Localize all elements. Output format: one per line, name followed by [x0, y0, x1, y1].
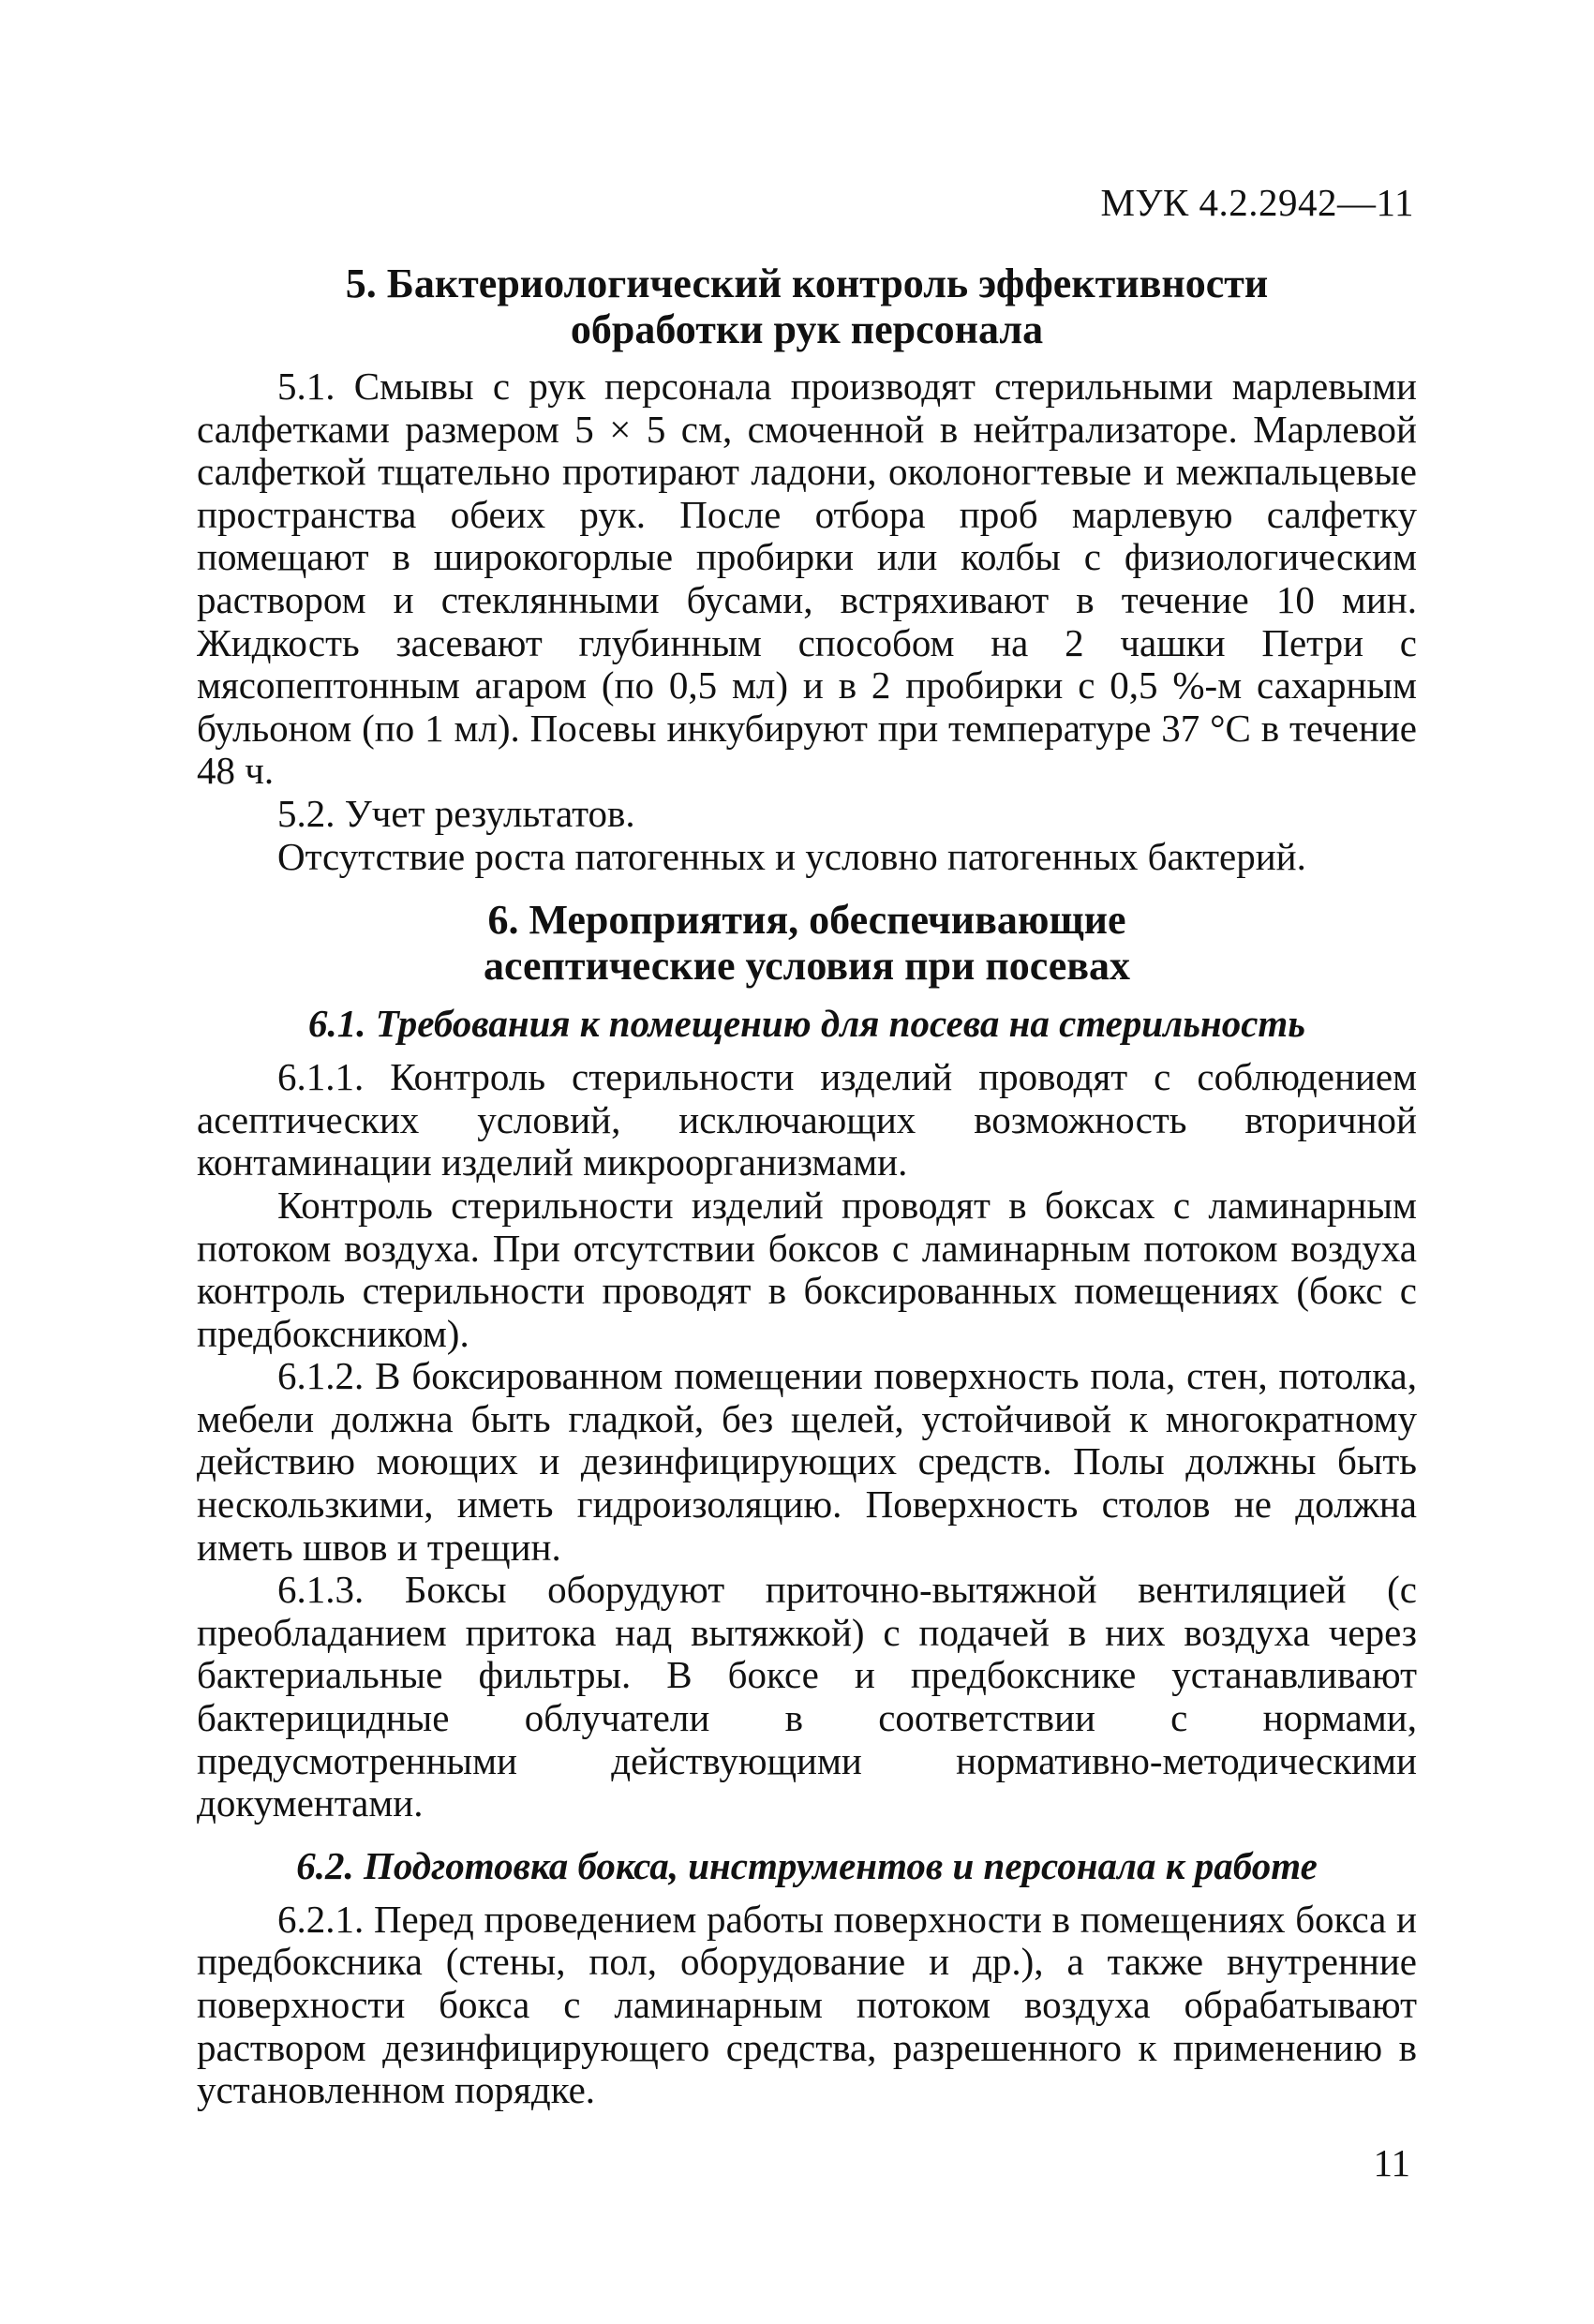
section-6-title-line-2: асептические условия при посевах: [483, 943, 1131, 990]
paragraph-5-1: 5.1. Смывы с рук персонала производят стерильными марлевыми салфетками размером 5 × 5 см, смоченной в нейтрализаторе. Марлевой салфеткой тщательно протирают ладони, околоногтевые и межпальцевые пространства обеих рук. После отбора проб марлевую салфетку помещают в широкогорлые пробирки или колбы с физиологическим раствором и стеклянными бусами, встряхивают в течение 10 мин. Жидкость засевают глубинным способом на 2 чашки Петри с мясопептонным агаром (по 0,5 мл) и в 2 пробирки с 0,5 %-м сахарным бульоном (по 1 мл). Посевы инкубируют при температуре 37 °С в течение 48 ч.: [197, 365, 1417, 793]
subsection-6-2-title: 6.2. Подготовка бокса, инструментов и персонала к работе: [296, 1843, 1318, 1887]
page-number: 11: [1373, 2141, 1410, 2184]
paragraph-6-1-2: 6.1.2. В боксированном помещении поверхность пола, стен, потолка, мебели должна быть гладкой, без щелей, устойчивой к многократному действию моющих и дезинфицирующих средств. Полы должны быть нескользкими, иметь гидроизоляцию. Поверхность столов не должна иметь швов и трещин.: [197, 1354, 1417, 1569]
subsection-6-1-title: 6.1. Требования к помещению для посева на стерильность: [307, 1002, 1306, 1046]
page-content: [197, 261, 1417, 2112]
section-5-title-line-1: 5. Бактериологический контроль эффективности: [345, 261, 1269, 306]
paragraph-6-2-1: 6.2.1. Перед проведением работы поверхности в помещениях бокса и предбоксника (стены, пол, оборудование и др.), а также внутренние поверхности бокса с ламинарным потоком воздуха обрабатывают раствором дезинфицирующего средства, разрешенного к применению в установленном порядке.: [197, 1897, 1417, 2112]
paragraph-6-1-1: 6.1.1. Контроль стерильности изделий проводят с соблюдением асептических условий, исключающих возможность вторичной контаминации изделий микроорганизмами.: [197, 1055, 1417, 1184]
paragraph-6-1-1-cont: Контроль стерильности изделий проводят в боксах с ламинарным потоком воздуха. При отсутствии боксов с ламинарным потоком воздуха контроль стерильности проводят в боксированных помещениях (бокс с предбоксником).: [197, 1183, 1417, 1355]
paragraph-6-1-3: 6.1.3. Боксы оборудуют приточно-вытяжной вентиляцией (с преобладанием притока над вытяжкой) с подачей в них воздуха через бактериальные фильтры. В боксе и предбокснике устанавливают бактерицидные облучатели в соответствии с нормами, предусмотренными действующими нормативно-методическими документами.: [197, 1568, 1417, 1825]
document-code: МУК 4.2.2942—11: [1100, 181, 1414, 224]
paragraph-5-2: 5.2. Учет результатов.: [277, 791, 635, 835]
section-6-title: [197, 897, 1417, 989]
section-6-title-line-1: 6. Мероприятия, обеспечивающие: [487, 897, 1126, 944]
paragraph-5-2-result: Отсутствие роста патогенных и условно патогенных бактерий.: [277, 834, 1306, 878]
section-5-title-line-2: обработки рук персонала: [570, 306, 1044, 352]
section-5-title: [197, 261, 1417, 352]
